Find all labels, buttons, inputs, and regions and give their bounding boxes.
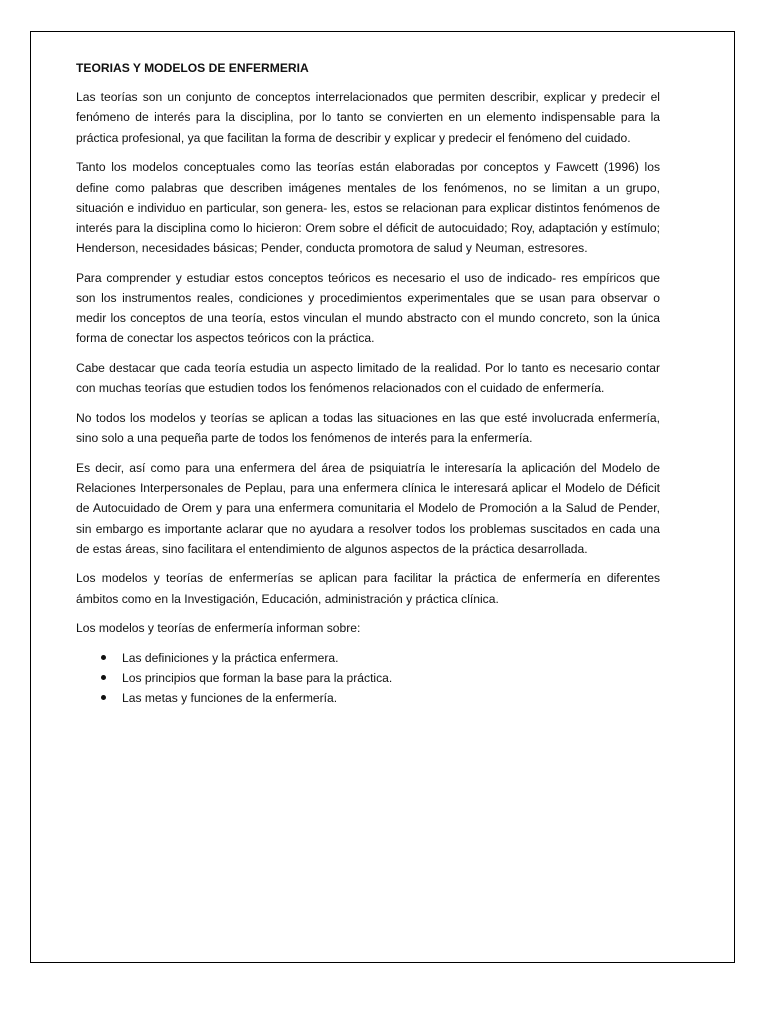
- paragraph-modelos-conceptuales: Tanto los modelos conceptuales como las teorías están elaboradas por conceptos y Fawcett (1996) los define como palabras que describen imágenes mentales de los fenómenos, no se limitan a un grupo, situación e individuo en particular, son genera- les, estos se relacionan para explicar distintos fenómenos de interés para la disciplina como lo hicieron: Orem sobre el déficit de autocuidado; Roy, adaptación y estímulo; Henderson, necesidades básicas; Pender, conducta promotora de salud y Neuman, estresores.: [76, 160, 660, 256]
- bullet-icon: [101, 655, 106, 660]
- bullet-icon: [101, 675, 106, 680]
- bullet-icon: [101, 695, 106, 700]
- paragraph-teorias-definicion: Las teorías son un conjunto de conceptos interrelacionados que permiten describir, explicar y predecir el fenómeno de interés para la disciplina, por lo tanto se convierten en un elemento indispensable para la práctica profesional, ya que facilitan la forma de describir y explicar y predecir el fenómeno del cuidado.: [76, 90, 660, 145]
- paragraph-ambitos: Los modelos y teorías de enfermerías se aplican para facilitar la práctica de enfermería en diferentes ámbitos como en la Investigación, Educación, administración y práctica clínica.: [76, 571, 660, 606]
- document-body: [76, 58, 660, 708]
- list-item-text: Los principios que forman la base para la práctica.: [122, 670, 393, 685]
- paragraph-aspecto-limitado: Cabe destacar que cada teoría estudia un aspecto limitado de la realidad. Por lo tanto es necesario contar con muchas teorías que estudien todos los fenómenos relacionados con el cuidado de enfermería.: [76, 361, 660, 396]
- list-item: [76, 668, 660, 688]
- list-intro: Los modelos y teorías de enfermería informan sobre:: [76, 621, 361, 636]
- list-item-text: Las metas y funciones de la enfermería.: [122, 690, 338, 705]
- paragraph-indicadores-empiricos: Para comprender y estudiar estos conceptos teóricos es necesario el uso de indicado- res empíricos que son los instrumentos reales, condiciones y procedimientos experimentales que se usan para observar o medir los conceptos de una teoría, estos vinculan el mundo abstracto con el mundo concreto, son la única forma de conectar los aspectos teóricos con la práctica.: [76, 270, 660, 346]
- list-item-text: Las definiciones y la práctica enfermera.: [122, 650, 339, 665]
- bullet-list: [76, 648, 660, 709]
- paragraph-ejemplos-modelos: Es decir, así como para una enfermera del área de psiquiatría le interesaría la aplicación del Modelo de Relaciones Interpersonales de Peplau, para una enfermera clínica le interesará aplicar el Modelo de Déficit de Autocuidado de Orem y para una enfermera comunitaria el Modelo de Promoción a la Salud de Pender, sin embargo es importante aclarar que no ayudara a resolver todos los problemas suscitados en cada una de estas áreas, sino facilitara el entendimiento de algunos aspectos de la práctica desarrollada.: [76, 460, 660, 556]
- paragraph-aplicacion-parcial: No todos los modelos y teorías se aplican a todas las situaciones en las que esté involucrada enfermería, sino solo a una pequeña parte de todos los fenómenos de interés para la enfermería.: [76, 411, 660, 446]
- list-item: [76, 688, 660, 708]
- list-item: [76, 648, 660, 668]
- document-title: TEORIAS Y MODELOS DE ENFERMERIA: [76, 61, 309, 75]
